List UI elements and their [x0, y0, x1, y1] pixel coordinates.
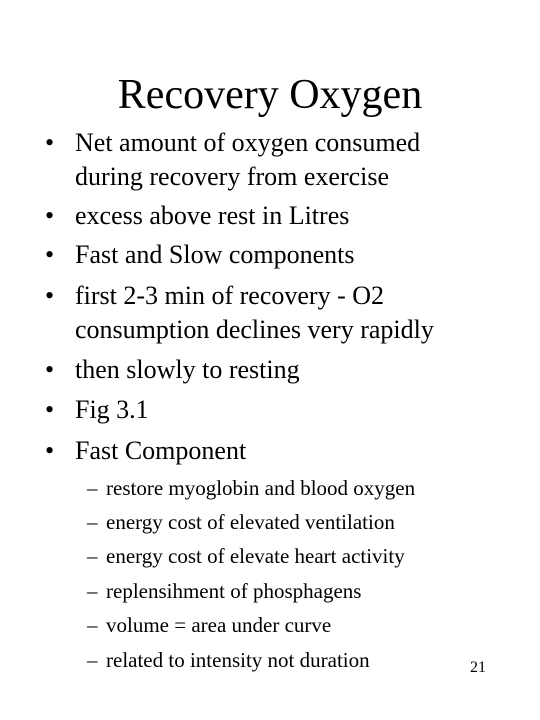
bullet-text: then slowly to resting: [75, 355, 300, 384]
sub-bullet-marker: –: [87, 544, 98, 568]
sub-bullet-text: energy cost of elevated ventilation: [106, 510, 395, 534]
sub-bullet-text: volume = area under curve: [106, 613, 332, 637]
sub-bullet-marker: –: [87, 648, 98, 672]
sub-bullet-text: energy cost of elevate heart activity: [106, 544, 405, 568]
bullet-text: Net amount of oxygen consumed: [75, 128, 421, 157]
bullet-marker: •: [45, 240, 55, 269]
sub-bullet-marker: –: [87, 579, 98, 603]
bullet-text: first 2-3 min of recovery - O2: [75, 281, 385, 310]
bullet-text-continued: during recovery from exercise: [75, 162, 390, 191]
sub-bullet-marker: –: [87, 613, 98, 637]
bullet-marker: •: [45, 281, 55, 310]
page-number: 21: [470, 659, 486, 676]
sub-bullet-marker: –: [87, 476, 98, 500]
bullet-marker: •: [45, 355, 55, 384]
bullet-text: excess above rest in Litres: [75, 201, 350, 230]
sub-bullet-text: restore myoglobin and blood oxygen: [106, 476, 416, 500]
slide-title: Recovery Oxygen: [117, 72, 423, 118]
sub-bullet-text: replensihment of phosphagens: [106, 579, 362, 603]
sub-bullet-marker: –: [87, 510, 98, 534]
bullet-marker: •: [45, 395, 55, 424]
bullet-marker: •: [45, 128, 55, 157]
sub-bullet-text: related to intensity not duration: [106, 648, 370, 672]
bullet-text-continued: consumption declines very rapidly: [75, 315, 434, 344]
bullet-text: Fig 3.1: [75, 395, 149, 424]
bullet-marker: •: [45, 436, 55, 465]
bullet-text: Fast and Slow components: [75, 240, 355, 269]
bullet-marker: •: [45, 201, 55, 230]
bullet-text: Fast Component: [75, 436, 247, 465]
